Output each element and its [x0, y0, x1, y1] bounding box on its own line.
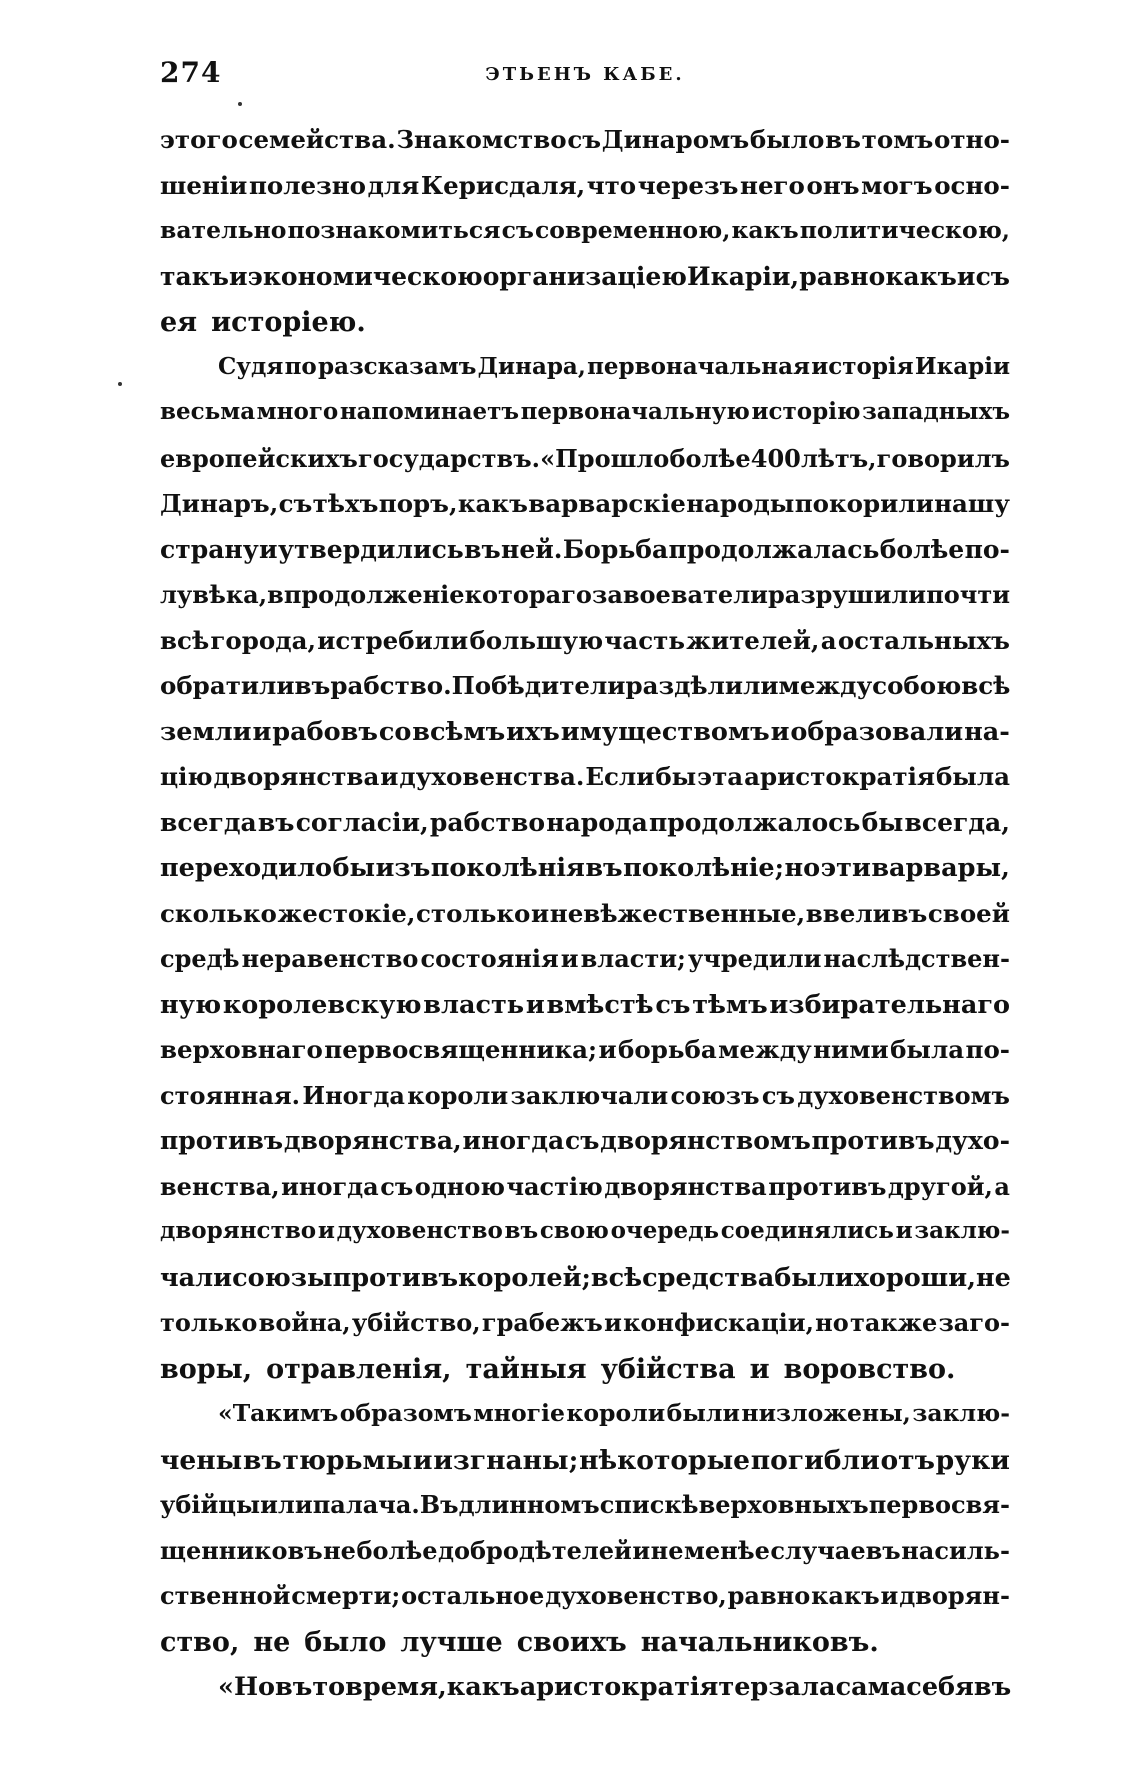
text-line: «Такимъ образомъ многіе короли были низложены, заклю-: [218, 1399, 1010, 1427]
page-header: [160, 56, 1010, 96]
print-speck: [118, 382, 122, 386]
text-line: страну и утвердились въ ней. Борьба продолжалась болѣе по-: [160, 534, 1010, 564]
text-line: Динаръ, съ тѣхъ поръ, какъ варварскіе народы покорили нашу: [160, 489, 1010, 518]
text-line: лувѣка, впродолженіе котораго завоеватели разрушили почти: [160, 580, 1010, 609]
text-line: европейскихъ государствъ. «Прошло болѣе 400 лѣтъ, говорилъ: [160, 443, 1010, 473]
text-line: ную королевскую власть и вмѣстѣ съ тѣмъ избирательнаго: [160, 989, 1010, 1020]
text-line: воры, отравленія, тайныя убійства и воровство.: [160, 1353, 956, 1385]
text-line: весьма много напоминаетъ первоначальную исторію западныхъ: [160, 398, 1010, 425]
running-title: ЭТЬЕНЪ КАБЕ.: [485, 64, 685, 85]
text-line: ственной смерти; остальное духовенство, равно какъ и дворян-: [160, 1581, 1010, 1610]
text-line: чали союзы противъ королей; всѣ средства были хороши, не: [160, 1262, 1011, 1293]
text-line: земли и рабовъ со всѣмъ ихъ имуществомъ и образовали на-: [160, 716, 1010, 747]
body-text: [160, 125, 1010, 1718]
print-speck: [238, 102, 242, 106]
text-line: переходило бы изъ поколѣнія въ поколѣніе; но эти варвары,: [160, 853, 1010, 883]
text-line: вательно познакомиться съ современною, какъ политическою,: [160, 216, 1010, 244]
text-line: «Но въ то время, какъ аристократія терзала сама себя въ: [218, 1672, 1012, 1702]
text-line: стоянная. Иногда короли заключали союзъ съ духовенствомъ: [160, 1080, 1010, 1110]
text-line: Судя по разсказамъ Динара, первоначальная исторія Икаріи: [218, 352, 1010, 380]
page-number: 274: [160, 56, 222, 89]
text-line: ея исторіею.: [160, 307, 366, 338]
text-line: шеніи полезно для Керисдаля, что черезъ него онъ могъ осно-: [160, 170, 1010, 200]
text-line: этого семейства. Знакомство съ Динаромъ было въ томъ отно-: [160, 125, 1010, 154]
text-line: противъ дворянства, иногда съ дворянствомъ противъ духо-: [160, 1126, 1010, 1155]
text-line: всегда въ согласіи, рабство народа продолжалось бы всегда,: [160, 807, 1010, 837]
text-line: верховнаго первосвященника; и борьба между ними была по-: [160, 1035, 1010, 1064]
text-line: щенниковъ не болѣе добродѣтелей и не менѣе случаевъ насиль-: [160, 1535, 1010, 1565]
text-line: ство, не было лучше своихъ начальниковъ.: [160, 1626, 879, 1658]
text-line: сколько жестокіе, столько и невѣжественные, ввели въ своей: [160, 898, 1010, 928]
text-line: только война, убійство, грабежъ и конфискаціи, но также заго-: [160, 1308, 1010, 1337]
text-line: средѣ неравенство состоянія и власти; учредили наслѣдствен-: [160, 944, 1010, 973]
text-line: дворянство и духовенство въ свою очередь соединялись и заклю-: [160, 1217, 1010, 1244]
text-line: обратили въ рабство. Побѣдители раздѣлили между собою всѣ: [160, 671, 1011, 700]
text-line: чены въ тюрьмы и изгнаны; нѣкоторые погибли отъ руки: [160, 1444, 1010, 1476]
text-line: венства, иногда съ одною частію дворянства противъ другой, а: [160, 1171, 1010, 1201]
text-line: цію дворянства и духовенства. Если бы эта аристократія была: [160, 762, 1010, 791]
text-line: всѣ города, истребили большую часть жителей, а остальныхъ: [160, 625, 1010, 655]
text-line: такъ и экономическою организаціею Икаріи, равно какъ и съ: [160, 261, 1010, 291]
text-line: убійцы или палача. Въ длинномъ спискѣ верховныхъ первосвя-: [160, 1490, 1010, 1519]
